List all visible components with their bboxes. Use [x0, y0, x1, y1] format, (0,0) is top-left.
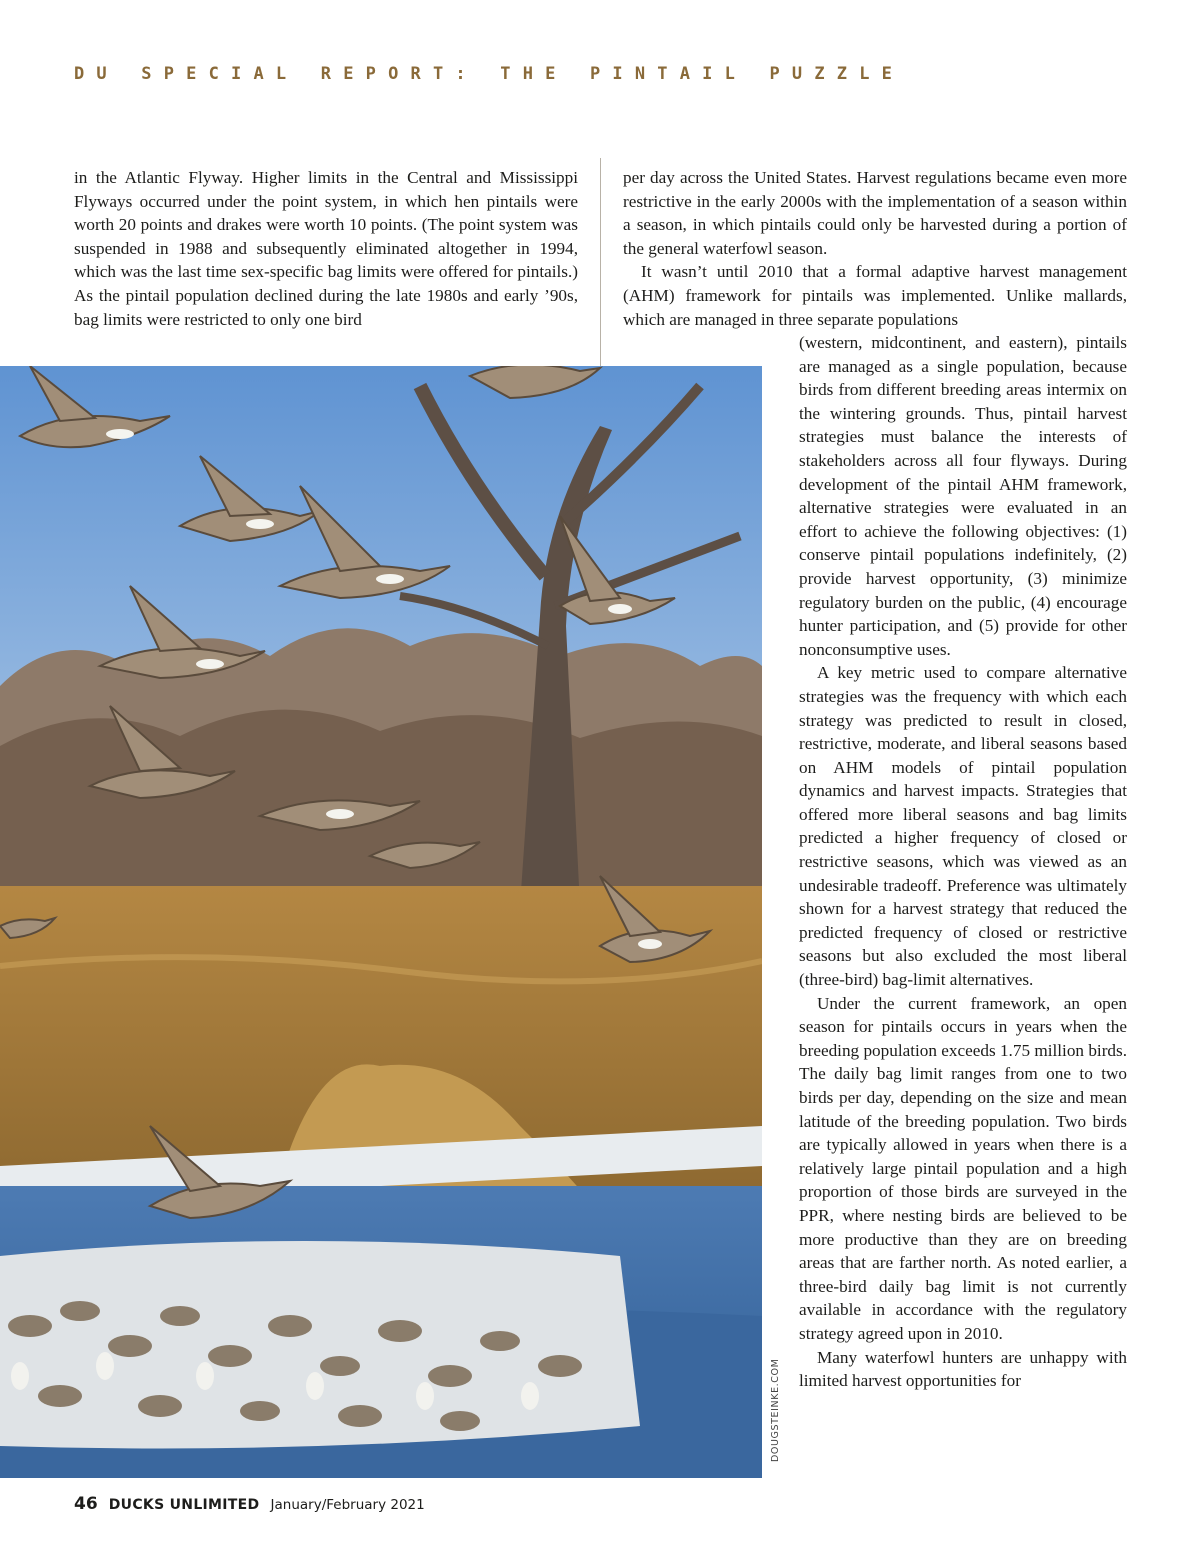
article-column-2	[623, 166, 1127, 331]
paragraph: per day across the United States. Harvest regulations became even more restrictive in the early 2000s with the implementation of a season within a season, in which pintails could only be harvested during a portion of the general waterfowl season.	[623, 168, 1127, 258]
paragraph: A key metric used to compare alternative strategies was the frequency with which each strategy was predicted to result in closed, restrictive, moderate, and liberal seasons based on AHM models of pintail population dynamics and harvest impacts. Strategies that offered more liberal seasons and bag limits predicted a higher frequency of closed or restrictive seasons, which was viewed as an undesirable tradeoff. Preference was ultimately shown for a harvest strategy that reduced the predicted frequency of closed or restrictive seasons but also excluded the most liberal (three-bird) bag-limit alternatives.	[799, 663, 1127, 990]
page-footer	[74, 1494, 425, 1514]
page-number: 46	[74, 1494, 98, 1514]
paragraph: Many waterfowl hunters are unhappy with limited harvest opportunities for	[799, 1347, 1127, 1391]
article-column-3	[799, 331, 1127, 1393]
article-column-1	[74, 166, 578, 331]
photo-credit: DOUGSTEINKE.COM	[770, 1358, 781, 1462]
paragraph: (western, midcontinent, and eastern), pintails are managed as a single population, because birds from different breeding areas intermix on the wintering grounds. Thus, pintail harvest strategies must balance the interests of stakeholders across all four flyways. During development of the pintail AHM framework, alternative strategies were evaluated in an effort to achieve the following objectives: (1) conserve pintail populations indefinitely, (2) provide harvest opportunity, (3) minimize regulatory burden on the public, (4) encourage hunter participation, and (5) provide for other nonconsumptive uses.	[799, 333, 1127, 659]
paragraph: Under the current framework, an open season for pintails occurs in years when the breeding population exceeds 1.75 million birds. The daily bag limit ranges from one to two birds per day, depending on the size and mean latitude of the breeding population. Two birds are typically allowed in years when there is a relatively large pintail population and a high proportion of those birds are surveyed in the PPR, where nesting birds are believed to be more productive than they are on breeding areas that are farther north. As noted earlier, a three-bird daily bag limit is not currently available in accordance with the regulatory strategy agreed upon in 2010.	[799, 993, 1127, 1343]
magazine-name: DUCKS UNLIMITED	[108, 1497, 260, 1513]
issue-date: January/February 2021	[270, 1497, 425, 1513]
column-divider	[600, 158, 601, 368]
paragraph: It wasn’t until 2010 that a formal adaptive harvest management (AHM) framework for pintails was implemented. Unlike mallards, which are managed in three separate populations	[623, 262, 1127, 329]
paragraph: in the Atlantic Flyway. Higher limits in the Central and Mississippi Flyways occurred under the point system, in which hen pintails were worth 20 points and drakes were worth 10 points. (The point system was suspended in 1988 and subsequently eliminated altogether in 1994, which was the last time sex-specific bag limits were offered for pintails.) As the pintail population declined during the late 1980s and early ’90s, bag limits were restricted to only one bird	[74, 168, 578, 329]
section-header: DU SPECIAL REPORT: THE PINTAIL PUZZLE	[74, 64, 905, 84]
ice-shelf	[0, 1241, 640, 1449]
pintail-flock-photo	[0, 366, 762, 1478]
